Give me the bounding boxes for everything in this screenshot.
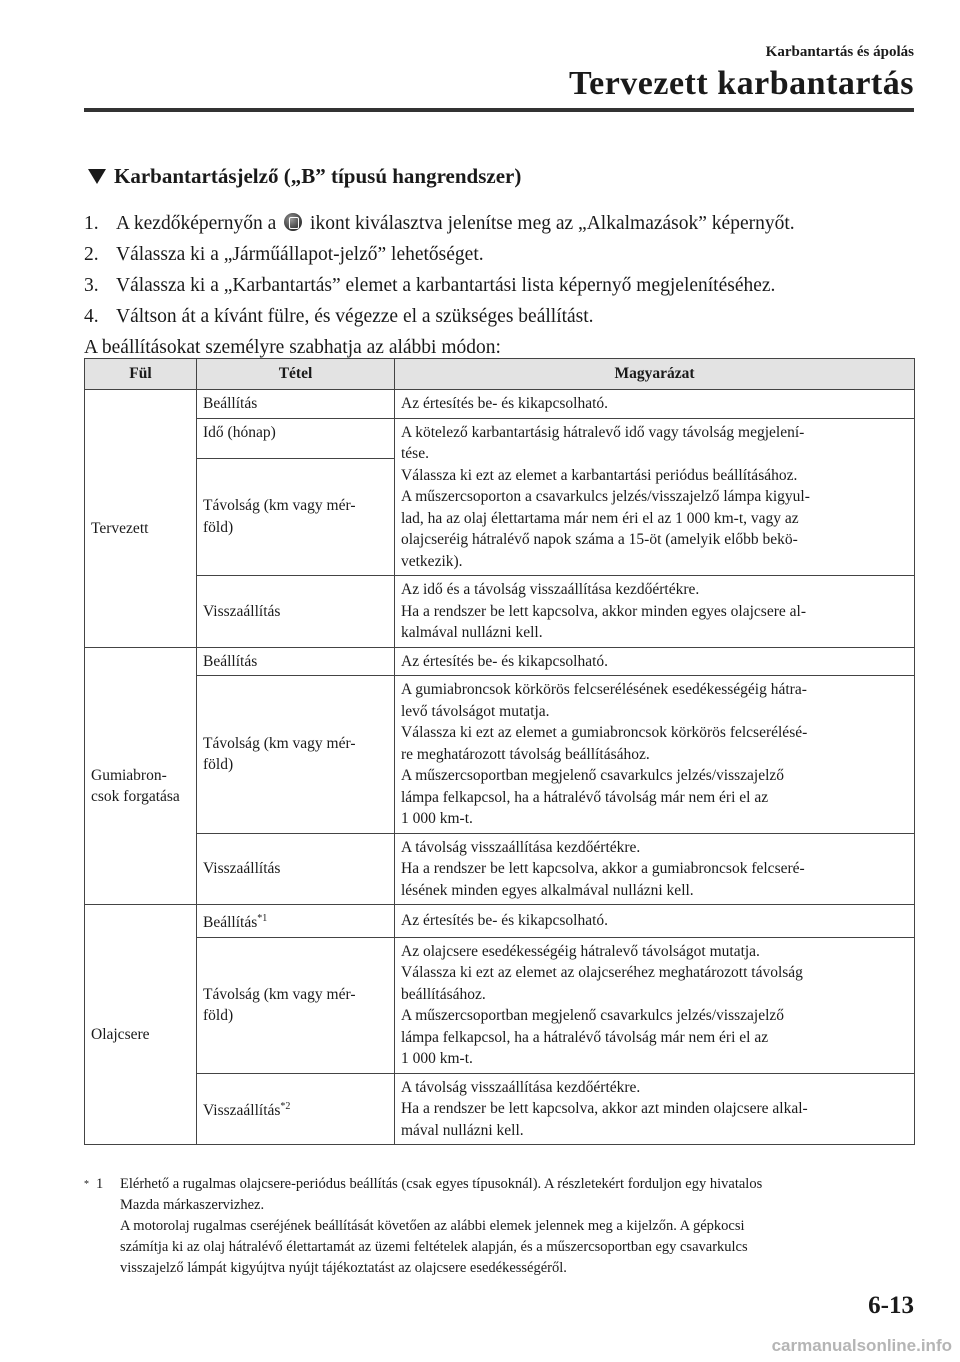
table-row (85, 647, 915, 676)
page-number: 6-13 (868, 1292, 914, 1319)
item-cell: Távolság (km vagy mér- föld) (197, 458, 395, 576)
item-cell: Beállítás (197, 390, 395, 419)
page-title: Tervezett karbantartás (569, 65, 914, 102)
applications-icon (284, 213, 302, 231)
table-row (85, 418, 915, 458)
footnote (84, 1174, 920, 1279)
tab-cell-oil-change: Olajcsere (85, 905, 197, 1145)
step-2: 2. Válassza ki a „Járműállapot-jelző” lehetőséget. (84, 244, 484, 265)
desc-cell: Az olajcsere esedékességéig hátralevő távolságot mutatja. Válassza ki ezt az elemet az olajcseréhez meghatározott távolság beállításához. A műszercsoportban megjelenő csavarkulcs jelzés/visszajelző lámpa felkapcsol, ha a hátralévő távolság már nem éri el az 1 000 km-t. (395, 937, 915, 1073)
footnote-text: Elérhető a rugalmas olajcsere-periódus beállítás (csak egyes típusoknál). A részletekért forduljon egy hivatalos Mazda márkaszervizhez. A motorolaj rugalmas cseréjének beállítását követően az alábbi elemek jelennek meg a kijelzőn. A gépkocsi számítja ki az olaj hátralévő élettartamát az üzemi feltételek alapján, és a műszercsoportban egy csavarkulcs visszajelző lámpát kigyújtva nyújt tájékoztatást az olajcsere esedékességéről. (120, 1176, 763, 1276)
table-row (85, 676, 915, 834)
table-header-row (85, 359, 915, 390)
desc-cell: A távolság visszaállítása kezdőértékre. Ha a rendszer be lett kapcsolva, akkor a gumiabroncsok felcseré- lésének minden egyes alkalmával nullázni kell. (395, 833, 915, 905)
header-item: Tétel (197, 359, 395, 390)
table-row (85, 1073, 915, 1145)
chapter-title: Karbantartás és ápolás (765, 44, 914, 60)
page-header (569, 44, 914, 102)
header-explanation: Magyarázat (395, 359, 915, 390)
item-cell: Beállítás (197, 647, 395, 676)
table-row (85, 937, 915, 1073)
tab-cell-tire-rotation: Gumiabron- csok forgatása (85, 647, 197, 905)
header-tab: Fül (85, 359, 197, 390)
footnote-number: 1 (96, 1176, 104, 1192)
desc-cell: Az értesítés be- és kikapcsolható. (395, 390, 915, 419)
item-cell: Távolság (km vagy mér- föld) (197, 937, 395, 1073)
desc-cell: A kötelező karbantartásig hátralevő idő vagy távolság megjelení- tése. Válassza ki ezt az elemet a karbantartási periódus beállításához. A műszercsoporton a csavarkulcs jelzés/visszajelző lámpa kigyul- lad, ha az olaj élettartama már nem éri el az 1 000 km-t, vagy az olajcseréig hátralévő napok száma a 15-öt (amelyik előbb bekö- vetkezik). (395, 418, 915, 576)
table-row (85, 905, 915, 938)
item-cell: Visszaállítás$^{*2}$ (197, 1073, 395, 1145)
step-3: 3. Válassza ki a „Karbantartás” elemet a karbantartási lista képernyő megjelenítéséhez. (84, 275, 776, 296)
maintenance-settings-table (84, 358, 915, 1145)
step-4: 4. Váltson át a kívánt fülre, és végezze el a szükséges beállítást. (84, 306, 594, 327)
table-row (85, 390, 915, 419)
intro-text: A beállításokat személyre szabhatja az alábbi módon: (84, 337, 501, 358)
desc-cell: Az értesítés be- és kikapcsolható. (395, 647, 915, 676)
desc-cell: Az értesítés be- és kikapcsolható. (395, 905, 915, 938)
desc-cell: A távolság visszaállítása kezdőértékre. Ha a rendszer be lett kapcsolva, akkor azt minden olajcsere alkal- mával nullázni kell. (395, 1073, 915, 1145)
table-row (85, 576, 915, 648)
triangle-down-icon (88, 169, 106, 184)
watermark: carmanualsonline.info (771, 1336, 952, 1355)
table-row (85, 833, 915, 905)
footnote-mark: * (84, 1179, 89, 1190)
item-cell: Beállítás$^{*1}$ (197, 905, 395, 938)
item-cell: Idő (hónap) (197, 418, 395, 458)
section-heading (88, 164, 521, 189)
section-title-text: Karbantartásjelző („B” típusú hangrendszer) (114, 164, 522, 188)
instruction-steps (84, 208, 924, 363)
desc-cell: A gumiabroncsok körkörös felcserélésének esedékességéig hátra- levő távolságot mutatja. Válassza ki ezt az elemet a gumiabroncsok körkörös felcserélésé- re meghatározott távolság beállításához. A műszercsoportban megjelenő csavarkulcs jelzés/visszajelző lámpa felkapcsol, ha a hátralévő távolság már nem éri el az 1 000 km-t. (395, 676, 915, 834)
step-1: 1. A kezdőképernyőn a ikont kiválasztva jelenítse meg az „Alkalmazások” képernyőt. (84, 213, 795, 234)
item-cell: Távolság (km vagy mér- föld) (197, 676, 395, 834)
item-cell: Visszaállítás (197, 576, 395, 648)
item-cell: Visszaállítás (197, 833, 395, 905)
desc-cell: Az idő és a távolság visszaállítása kezdőértékre. Ha a rendszer be lett kapcsolva, akkor minden egyes olajcsere al- kalmával nullázni kell. (395, 576, 915, 648)
tab-cell-scheduled: Tervezett (85, 390, 197, 648)
header-divider (84, 108, 914, 112)
